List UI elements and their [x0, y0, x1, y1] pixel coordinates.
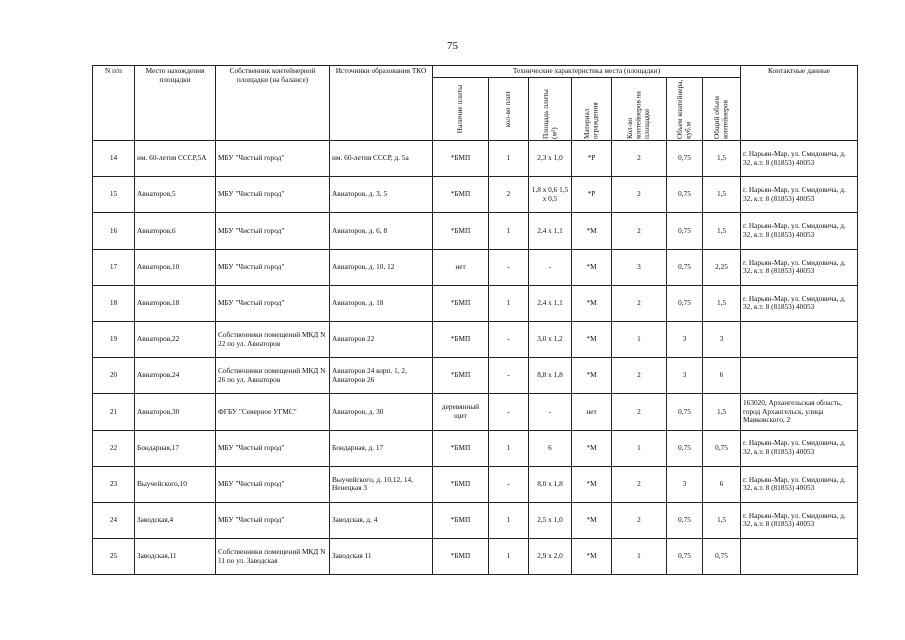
cell-total-volume: 3 [703, 321, 741, 357]
subheader-container-count: Кол-во контейнеров на площадке [625, 91, 652, 139]
cell-location: Бондарная,17 [135, 430, 216, 466]
cell-plate: *БМП [433, 213, 489, 249]
cell-container-count: 3 [612, 249, 667, 285]
cell-total-volume: 1,5 [703, 213, 741, 249]
table-row [93, 321, 858, 357]
cell-container-volume: 3 [667, 466, 703, 502]
cell-owner: Собственники помещений МКД N 11 по ул. Заводская [216, 539, 330, 575]
cell-location: Авиаторов,10 [135, 249, 216, 285]
cell-source: Авиаторов 22 [330, 321, 433, 357]
cell-location: Авиаторов,30 [135, 394, 216, 430]
cell-owner: МБУ "Чистый город" [216, 502, 330, 538]
cell-plate: *БМП [433, 285, 489, 321]
cell-plate-area: - [529, 249, 572, 285]
header-owner: Собственник контейнерной площадки (на балансе) [216, 66, 330, 141]
cell-row-number: 16 [93, 213, 135, 249]
cell-fence-material: *М [572, 539, 612, 575]
cell-plate-area: 2,4 х 1,1 [529, 213, 572, 249]
cell-plate: *БМП [433, 177, 489, 213]
cell-plate: *БМП [433, 358, 489, 394]
cell-fence-material: *М [572, 430, 612, 466]
cell-container-count: 2 [612, 213, 667, 249]
cell-container-count: 1 [612, 430, 667, 466]
table-body [93, 141, 858, 575]
cell-source: Авиаторов, д. 3, 5 [330, 177, 433, 213]
table-row [93, 285, 858, 321]
cell-container-count: 1 [612, 539, 667, 575]
subheader-total-volume: Общий объем контейнеров [712, 95, 730, 139]
table-row [93, 177, 858, 213]
cell-plate: *БМП [433, 141, 489, 177]
cell-total-volume: 1,5 [703, 502, 741, 538]
cell-owner: ФГБУ "Северное УГМС" [216, 394, 330, 430]
cell-fence-material: *Р [572, 177, 612, 213]
table-row [93, 141, 858, 177]
cell-fence-material: *М [572, 466, 612, 502]
table-row [93, 394, 858, 430]
cell-source: Авиаторов, д. 30 [330, 394, 433, 430]
cell-contact: г. Нарьян-Мар, ул. Смидовича, д. 32, к.т. 8 (81853) 40053 [741, 249, 858, 285]
cell-total-volume: 2,25 [703, 249, 741, 285]
cell-plate: нет [433, 249, 489, 285]
cell-location: Заводская,4 [135, 502, 216, 538]
cell-total-volume: 0,75 [703, 430, 741, 466]
cell-location: Авиаторов,24 [135, 358, 216, 394]
subheader-fence-material: Материал ограждения [582, 102, 600, 139]
cell-total-volume: 0,75 [703, 539, 741, 575]
cell-fence-material: *М [572, 249, 612, 285]
cell-plate: *БМП [433, 539, 489, 575]
table-row [93, 213, 858, 249]
cell-source: Выучейского, д. 10,12, 14, Ненецкая 3 [330, 466, 433, 502]
cell-container-volume: 0,75 [667, 430, 703, 466]
cell-plate: *БМП [433, 430, 489, 466]
cell-source: Авиаторов 24 корп. 1, 2, Авиаторов 26 [330, 358, 433, 394]
cell-source: Авиаторов, д. 18 [330, 285, 433, 321]
cell-plate-area: 2,3 х 1,0 [529, 141, 572, 177]
cell-row-number: 20 [93, 358, 135, 394]
cell-owner: МБУ "Чистый город" [216, 249, 330, 285]
cell-owner: МБУ "Чистый город" [216, 141, 330, 177]
cell-plate-count: 1 [489, 430, 529, 466]
cell-plate-count: - [489, 321, 529, 357]
cell-fence-material: *М [572, 285, 612, 321]
cell-fence-material: *М [572, 358, 612, 394]
cell-fence-material: *Р [572, 141, 612, 177]
cell-total-volume: 1,5 [703, 141, 741, 177]
cell-plate-count: - [489, 249, 529, 285]
cell-contact [741, 321, 858, 357]
cell-location: Авиаторов,22 [135, 321, 216, 357]
cell-plate-count: 1 [489, 213, 529, 249]
cell-row-number: 23 [93, 466, 135, 502]
cell-contact: г. Нарьян-Мар, ул. Смидовича, д. 32, к.т. 8 (81853) 40053 [741, 466, 858, 502]
cell-fence-material: *М [572, 213, 612, 249]
cell-plate-area: 1,8 х 0,6 1,5 х 0,5 [529, 177, 572, 213]
cell-fence-material: *М [572, 502, 612, 538]
cell-owner: МБУ "Чистый город" [216, 466, 330, 502]
cell-container-volume: 0,75 [667, 177, 703, 213]
cell-plate-area: 2,5 х 1,0 [529, 502, 572, 538]
table-row [93, 249, 858, 285]
table-row [93, 430, 858, 466]
cell-owner: МБУ "Чистый город" [216, 177, 330, 213]
cell-container-volume: 0,75 [667, 249, 703, 285]
cell-plate-area: 3,0 х 1,2 [529, 321, 572, 357]
cell-container-volume: 0,75 [667, 141, 703, 177]
cell-contact: г. Нарьян-Мар, ул. Смидовича, д. 32, к.т. 8 (81853) 40053 [741, 177, 858, 213]
cell-row-number: 17 [93, 249, 135, 285]
cell-total-volume: 1,5 [703, 177, 741, 213]
cell-plate: *БМП [433, 466, 489, 502]
cell-plate-count: 1 [489, 285, 529, 321]
subheader-plate: Наличие плиты [455, 84, 465, 134]
cell-plate: *БМП [433, 502, 489, 538]
header-location: Место нахождения площадки [135, 66, 216, 141]
cell-location: Выучейского,10 [135, 466, 216, 502]
subheader-plate-count: кол-во плит [503, 90, 513, 128]
cell-row-number: 18 [93, 285, 135, 321]
cell-container-volume: 3 [667, 358, 703, 394]
cell-plate: *БМП [433, 321, 489, 357]
cell-container-count: 2 [612, 358, 667, 394]
cell-plate-area: 8,0 х 1,8 [529, 466, 572, 502]
table-row [93, 539, 858, 575]
cell-total-volume: 1,5 [703, 285, 741, 321]
cell-owner: МБУ "Чистый город" [216, 285, 330, 321]
cell-source: Авиаторов, д. 6, 8 [330, 213, 433, 249]
cell-contact: г. Нарьян-Мар, ул. Смидовича, д. 32, к.т. 8 (81853) 40053 [741, 502, 858, 538]
cell-location: им. 60-летия СССР,5А [135, 141, 216, 177]
container-sites-table [92, 65, 858, 575]
cell-container-count: 2 [612, 285, 667, 321]
cell-contact: г. Нарьян-Мар, ул. Смидовича, д. 32, к.т. 8 (81853) 40053 [741, 430, 858, 466]
cell-container-volume: 0,75 [667, 502, 703, 538]
cell-total-volume: 6 [703, 466, 741, 502]
cell-plate-count: 1 [489, 502, 529, 538]
cell-fence-material: нет [572, 394, 612, 430]
subheader-plate-area: Площадь плиты (м²) [540, 89, 558, 139]
cell-total-volume: 6 [703, 358, 741, 394]
cell-row-number: 19 [93, 321, 135, 357]
cell-location: Авиаторов,5 [135, 177, 216, 213]
cell-container-count: 2 [612, 141, 667, 177]
cell-row-number: 25 [93, 539, 135, 575]
cell-contact [741, 539, 858, 575]
cell-plate-count: - [489, 466, 529, 502]
cell-source: Заводская, д. 4 [330, 502, 433, 538]
cell-plate-count: 1 [489, 141, 529, 177]
cell-contact [741, 358, 858, 394]
cell-location: Авиаторов,6 [135, 213, 216, 249]
cell-contact: г. Нарьян-Мар, ул. Смидовича, д. 32, к.т. 8 (81853) 40053 [741, 213, 858, 249]
cell-plate-count: - [489, 394, 529, 430]
cell-plate-count: - [489, 358, 529, 394]
cell-container-volume: 0,75 [667, 539, 703, 575]
cell-container-count: 2 [612, 466, 667, 502]
cell-total-volume: 1,5 [703, 394, 741, 430]
cell-contact: г. Нарьян-Мар, ул. Смидовича, д. 32, к.т. 8 (81853) 40053 [741, 285, 858, 321]
header-contact: Контактные данные [741, 66, 858, 141]
subheader-container-volume: Объем контейнера, куб.м [675, 79, 693, 139]
table-row [93, 358, 858, 394]
cell-plate-count: 2 [489, 177, 529, 213]
cell-source: Авиаторов, д. 10, 12 [330, 249, 433, 285]
cell-source: Бондарная, д. 17 [330, 430, 433, 466]
cell-container-volume: 0,75 [667, 394, 703, 430]
cell-plate-area: - [529, 394, 572, 430]
cell-container-volume: 0,75 [667, 213, 703, 249]
cell-contact: г. Нарьян-Мар, ул. Смидовича, д. 32, к.т. 8 (81853) 40053 [741, 141, 858, 177]
cell-source: им. 60-летия СССР, д. 5а [330, 141, 433, 177]
cell-plate-count: 1 [489, 539, 529, 575]
header-source: Источники образования ТКО [330, 66, 433, 141]
cell-row-number: 24 [93, 502, 135, 538]
cell-container-count: 2 [612, 177, 667, 213]
header-num: N п/п [93, 66, 135, 141]
cell-location: Авиаторов,18 [135, 285, 216, 321]
cell-owner: МБУ "Чистый город" [216, 430, 330, 466]
cell-plate-area: 8,8 х 1,8 [529, 358, 572, 394]
cell-container-count: 1 [612, 321, 667, 357]
cell-row-number: 21 [93, 394, 135, 430]
cell-source: Заводская 11 [330, 539, 433, 575]
cell-row-number: 22 [93, 430, 135, 466]
table-row [93, 502, 858, 538]
cell-owner: Собственники помещений МКД N 26 по ул. Авиаторов [216, 358, 330, 394]
cell-container-count: 2 [612, 502, 667, 538]
cell-row-number: 15 [93, 177, 135, 213]
cell-row-number: 14 [93, 141, 135, 177]
cell-plate-area: 2,4 х 1,1 [529, 285, 572, 321]
cell-contact: 163020, Архангельская область, город Архангельск, улица Маяковского, 2 [741, 394, 858, 430]
cell-owner: Собственники помещений МКД N 22 по ул. Авиаторов [216, 321, 330, 357]
cell-plate: деревянный щит [433, 394, 489, 430]
table-row [93, 466, 858, 502]
page-number: 75 [447, 40, 458, 52]
cell-location: Заводская,11 [135, 539, 216, 575]
cell-fence-material: *М [572, 321, 612, 357]
cell-container-volume: 3 [667, 321, 703, 357]
cell-plate-area: 6 [529, 430, 572, 466]
cell-container-volume: 0,75 [667, 285, 703, 321]
header-tech: Технические характеристика места (площадки) [433, 66, 741, 78]
cell-owner: МБУ "Чистый город" [216, 213, 330, 249]
cell-container-count: 2 [612, 394, 667, 430]
cell-plate-area: 2,9 х 2,0 [529, 539, 572, 575]
